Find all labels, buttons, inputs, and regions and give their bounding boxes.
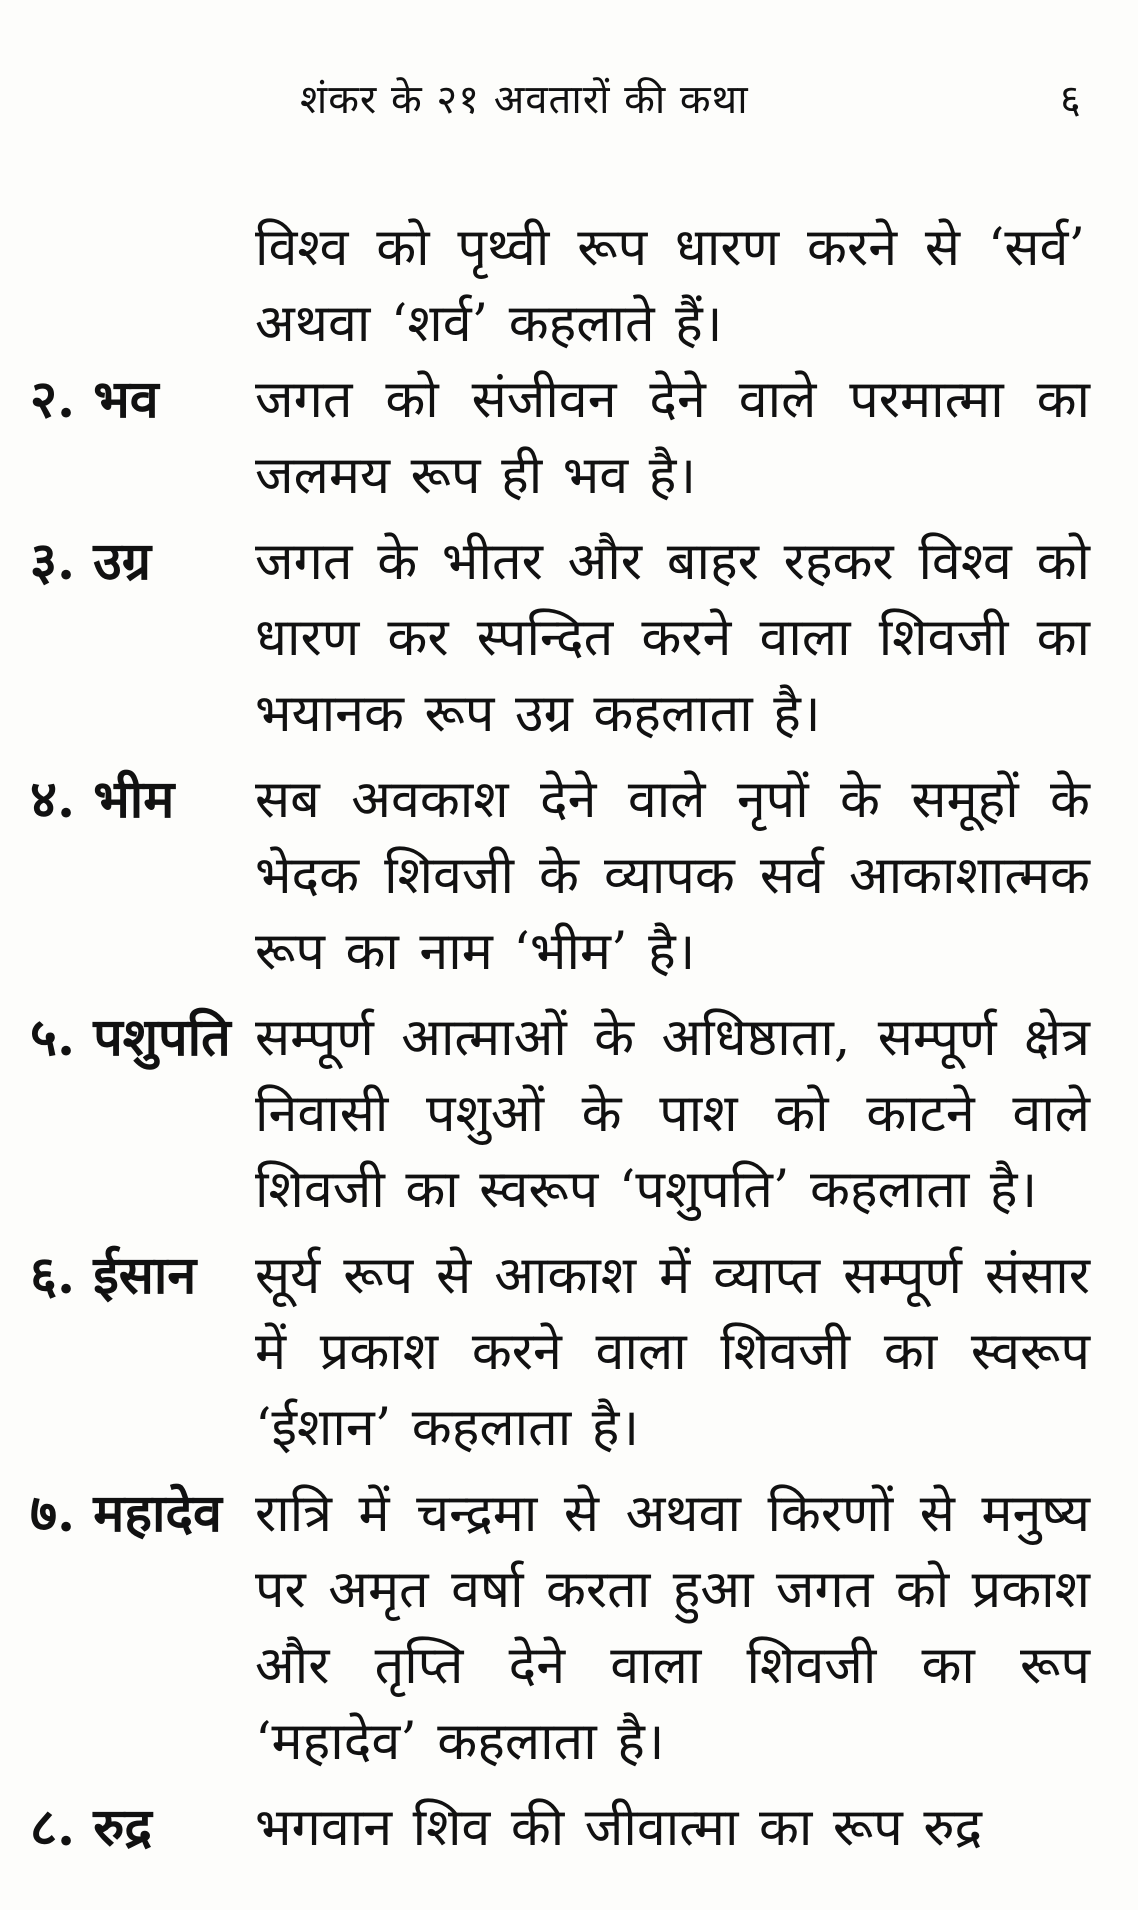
list-item-bheem xyxy=(30,762,1090,990)
entry-description: जगत को संजीवन देने वाले परमात्मा का जलमय रूप ही भव है। xyxy=(255,370,1090,506)
list-item-bhav xyxy=(30,362,1090,514)
entry-label: ५. पशुपति xyxy=(30,1007,231,1068)
entry-description: सम्पूर्ण आत्माओं के अधिष्ठाता, सम्पूर्ण क्षेत्र निवासी पशुओं के पाश को काटने वाले शिवजी का स्वरूप ‘पशुपति’ कहलाता है। xyxy=(255,1008,1090,1220)
list-item-rudra xyxy=(30,1790,1090,1866)
avatar-list xyxy=(30,362,1090,1866)
page-number: ६ xyxy=(1060,77,1081,123)
list-item-mahadev xyxy=(30,1476,1090,1780)
entry-description: रात्रि में चन्द्रमा से अथवा किरणों से मनुष्य पर अमृत वर्षा करता हुआ जगत को प्रकाश और तृप्ति देने वाला शिवजी का रूप ‘महादेव’ कहलाता है। xyxy=(255,1484,1090,1772)
entry-description: जगत के भीतर और बाहर रहकर विश्व को धारण कर स्पन्दित करने वाला शिवजी का भयानक रूप उग्र कहलाता है। xyxy=(255,532,1090,744)
entry-label: ३. उग्र xyxy=(30,531,152,592)
entry-label: ६. ईसान xyxy=(30,1245,197,1306)
running-title: शंकर के २१ अवतारों की कथा xyxy=(300,77,749,123)
entry-description: सब अवकाश देने वाले नृपों के समूहों के भेदक शिवजी के व्यापक सर्व आकाशात्मक रूप का नाम ‘भीम’ है। xyxy=(255,770,1090,982)
entry-label: २. भव xyxy=(30,369,159,430)
entry-label: ७. महादेव xyxy=(30,1483,222,1544)
entry-label: ४. भीम xyxy=(30,769,175,830)
running-header xyxy=(0,70,1138,130)
entry-label: ८. रुद्र xyxy=(30,1797,152,1858)
entry-description: सूर्य रूप से आकाश में व्याप्त सम्पूर्ण संसार में प्रकाश करने वाला शिवजी का स्वरूप ‘ईशान’ कहलाता है। xyxy=(255,1246,1090,1458)
list-item-eesan xyxy=(30,1238,1090,1466)
entry-description: भगवान शिव की जीवात्मा का रूप रुद्र xyxy=(255,1798,983,1858)
list-item-ugra xyxy=(30,524,1090,752)
list-item-pashupati xyxy=(30,1000,1090,1228)
continued-paragraph: विश्व को पृथ्वी रूप धारण करने से ‘सर्व’ अथवा ‘शर्व’ कहलाते हैं। xyxy=(255,218,1085,354)
